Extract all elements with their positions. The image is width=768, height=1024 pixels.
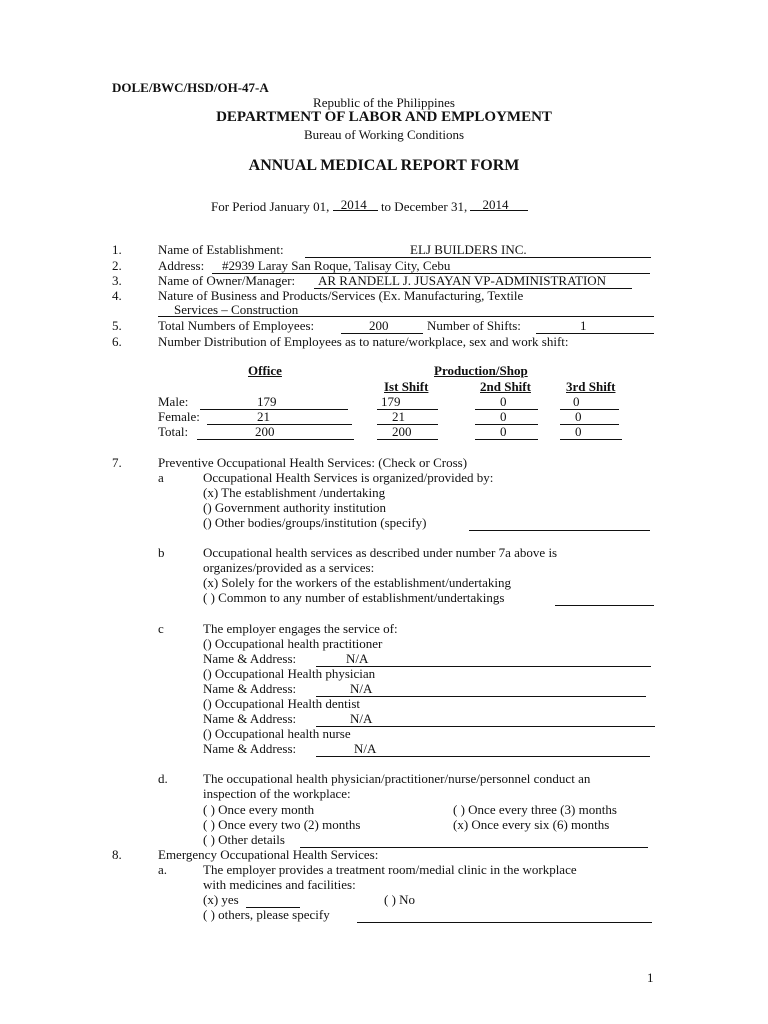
female-label: Female: xyxy=(158,409,200,424)
na-value: N/A xyxy=(354,741,377,756)
male-s3-value: 0 xyxy=(573,394,580,409)
section7c-option[interactable]: () Occupational health nurse xyxy=(203,726,351,741)
female-s3-value: 0 xyxy=(575,409,582,424)
male-s3-field xyxy=(560,394,619,410)
name-address-field[interactable] xyxy=(316,741,650,757)
period-mid: to December 31, xyxy=(380,199,468,214)
bureau-line: Bureau of Working Conditions xyxy=(303,127,465,142)
total-s3-field xyxy=(560,424,622,440)
male-s1-field xyxy=(377,394,438,410)
section7d-option[interactable]: ( ) Once every three (3) months xyxy=(453,802,617,817)
common-specify-field[interactable] xyxy=(555,590,654,606)
section8a-text: with medicines and facilities: xyxy=(203,877,356,892)
na-value: N/A xyxy=(350,681,373,696)
total-s2-field xyxy=(475,424,538,440)
na-value: N/A xyxy=(350,711,373,726)
period-line xyxy=(211,198,528,214)
shift3-header: 3rd Shift xyxy=(566,379,616,394)
section7b-letter: b xyxy=(158,545,165,560)
nature-underline xyxy=(158,316,654,317)
male-s2-field xyxy=(475,394,538,410)
address-field xyxy=(212,258,650,274)
owner-value: AR RANDELL J. JUSAYAN VP-ADMINISTRATION xyxy=(318,273,607,288)
form-code: DOLE/BWC/HSD/OH-47-A xyxy=(112,80,269,95)
section7b-option[interactable]: (x) Solely for the workers of the establishment/undertaking xyxy=(203,575,511,590)
female-office-value: 21 xyxy=(257,409,270,424)
male-office-field xyxy=(200,394,348,410)
section7d-option[interactable]: ( ) Other details xyxy=(203,832,285,847)
female-office-field xyxy=(207,409,352,425)
section7d-option[interactable]: ( ) Once every month xyxy=(203,802,315,817)
name-address-field[interactable] xyxy=(316,681,646,697)
address-value: #2939 Laray San Roque, Talisay City, Cebu xyxy=(222,258,451,273)
nature-label: Nature of Business and Products/Services (Ex. Manufacturing, Textile xyxy=(158,288,524,303)
section7d-letter: d. xyxy=(158,771,168,786)
no-option[interactable]: ( ) No xyxy=(384,892,416,907)
section7c-letter: c xyxy=(158,621,164,636)
item-number: 8. xyxy=(112,847,122,862)
section7a-option[interactable]: (x) The establishment /undertaking xyxy=(203,485,386,500)
item-number: 7. xyxy=(112,455,122,470)
section7-title: Preventive Occupational Health Services: (Check or Cross) xyxy=(158,455,468,470)
shifts-label: Number of Shifts: xyxy=(427,318,521,333)
page-number: 1 xyxy=(647,970,654,985)
form-title: ANNUAL MEDICAL REPORT FORM xyxy=(248,157,520,174)
shifts-field xyxy=(536,318,654,334)
section7d-option[interactable]: ( ) Once every two (2) months xyxy=(203,817,361,832)
item-number: 6. xyxy=(112,334,122,349)
department-title: DEPARTMENT OF LABOR AND EMPLOYMENT xyxy=(216,109,552,125)
period-start-year: 2014 xyxy=(340,197,367,212)
owner-field xyxy=(314,273,632,289)
yes-option[interactable]: (x) yes xyxy=(203,892,239,907)
total-s1-value: 200 xyxy=(392,424,412,439)
section7d-text: The occupational health physician/practitioner/nurse/personnel conduct an xyxy=(203,771,591,786)
name-address-field[interactable] xyxy=(316,651,651,667)
item-number: 3. xyxy=(112,273,122,288)
total-label: Total: xyxy=(158,424,189,439)
period-end-year: 2014 xyxy=(482,197,509,212)
establishment-field xyxy=(305,242,651,258)
others-option[interactable]: ( ) others, please specify xyxy=(203,907,330,922)
yes-field[interactable] xyxy=(246,892,300,908)
section7a-letter: a xyxy=(158,470,164,485)
total-s2-value: 0 xyxy=(500,424,507,439)
shift1-header: Ist Shift xyxy=(384,379,429,394)
shift2-header: 2nd Shift xyxy=(480,379,531,394)
office-header: Office xyxy=(248,363,282,378)
female-s1-field xyxy=(377,409,438,425)
male-s1-value: 179 xyxy=(381,394,401,409)
female-s2-field xyxy=(475,409,538,425)
name-address-field[interactable] xyxy=(316,711,655,727)
section7c-option[interactable]: () Occupational Health dentist xyxy=(203,696,361,711)
section7b-text: Occupational health services as described under number 7a above is xyxy=(203,545,558,560)
address-label: Address: xyxy=(158,258,205,273)
female-s3-field xyxy=(560,409,619,425)
total-office-field xyxy=(197,424,354,440)
production-header: Production/Shop xyxy=(434,363,528,378)
section7b-option[interactable]: ( ) Common to any number of establishment/undertakings xyxy=(203,590,505,605)
establishment-label: Name of Establishment: xyxy=(158,242,284,257)
name-address-label: Name & Address: xyxy=(203,741,297,756)
male-label: Male: xyxy=(158,394,189,409)
section7a-option[interactable]: () Government authority institution xyxy=(203,500,387,515)
section7c-text: The employer engages the service of: xyxy=(203,621,398,636)
name-address-label: Name & Address: xyxy=(203,681,297,696)
total-s3-value: 0 xyxy=(575,424,582,439)
section7a-option[interactable]: () Other bodies/groups/institution (specify) xyxy=(203,515,427,530)
employees-field xyxy=(341,318,423,334)
employees-value: 200 xyxy=(369,318,389,333)
name-address-label: Name & Address: xyxy=(203,651,297,666)
section7b-text: organizes/provided as a services: xyxy=(203,560,375,575)
section8a-text: The employer provides a treatment room/medial clinic in the workplace xyxy=(203,862,577,877)
period-prefix: For Period January 01, xyxy=(211,199,330,214)
section8-title: Emergency Occupational Health Services: xyxy=(158,847,379,862)
establishment-value: ELJ BUILDERS INC. xyxy=(410,242,527,257)
male-s2-value: 0 xyxy=(500,394,507,409)
female-s1-value: 21 xyxy=(392,409,405,424)
section8a-letter: a. xyxy=(158,862,168,877)
section7d-option[interactable]: (x) Once every six (6) months xyxy=(453,817,610,832)
distribution-label: Number Distribution of Employees as to nature/workplace, sex and work shift: xyxy=(158,334,569,349)
other-details-field[interactable] xyxy=(300,832,648,848)
item-number: 2. xyxy=(112,258,122,273)
shifts-value: 1 xyxy=(580,318,587,333)
section7d-text: inspection of the workplace: xyxy=(203,786,351,801)
female-s2-value: 0 xyxy=(500,409,507,424)
item-number: 4. xyxy=(112,288,122,303)
total-s1-field xyxy=(377,424,438,440)
others-specify-field[interactable] xyxy=(357,907,652,923)
total-office-value: 200 xyxy=(255,424,275,439)
male-office-value: 179 xyxy=(257,394,277,409)
name-address-label: Name & Address: xyxy=(203,711,297,726)
na-value: N/A xyxy=(346,651,369,666)
nature-value: Services – Construction xyxy=(174,302,299,317)
section7c-option[interactable]: () Occupational Health physician xyxy=(203,666,376,681)
republic-line: Republic of the Philippines xyxy=(313,95,455,110)
section7c-option[interactable]: () Occupational health practitioner xyxy=(203,636,383,651)
section7a-text: Occupational Health Services is organized/provided by: xyxy=(203,470,494,485)
employees-label: Total Numbers of Employees: xyxy=(158,318,315,333)
item-number: 5. xyxy=(112,318,122,333)
specify-field[interactable] xyxy=(469,515,650,531)
item-number: 1. xyxy=(112,242,122,257)
owner-label: Name of Owner/Manager: xyxy=(158,273,296,288)
